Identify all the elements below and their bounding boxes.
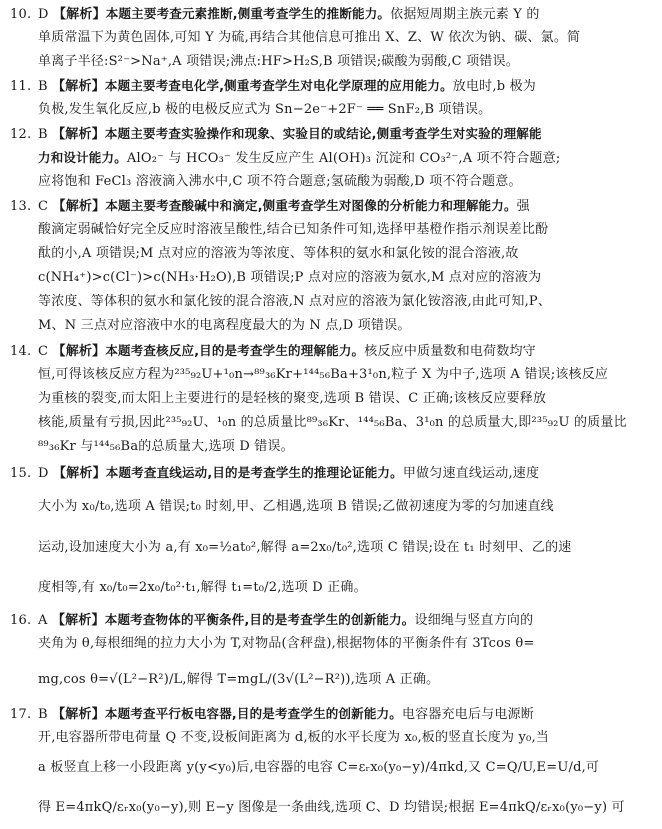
text-line: mg,cos θ=√(L²−R²)/L,解得 T=mgL/(3√(L²−R²)),选项 A 正确。 (38, 672, 440, 687)
text: 电容器充电后与电源断 (401, 707, 534, 722)
lead-sentence: 本题主要考查元素推断,侧重考查学生的推断能力。 (105, 6, 391, 21)
answer-letter: B (38, 79, 48, 94)
text-line: 应将饱和 FeCl₃ 溶液滴入沸水中,C 项不符合题意;氢硫酸为弱酸,D 项不符合题意。 (38, 174, 522, 189)
lead-sentence: 本题考查物体的平衡条件,目的是考查学生的创新能力。 (104, 612, 415, 627)
text: 甲做匀速直线运动,速度 (402, 466, 540, 481)
analysis-tag: 【解析】 (52, 466, 106, 481)
question-number: 10. (10, 7, 32, 22)
answer-letter: C (38, 199, 49, 214)
text-line: M、N 三点对应溶液中水的电离程度最大的为 N 点,D 项错误。 (38, 318, 411, 333)
text: 设细绳与竖直方向的 (414, 613, 534, 628)
text-line: ⁸⁹₃₆Kr 与¹⁴⁴₅₆Ba的总质量大,选项 D 错误。 (38, 439, 294, 454)
text-line: 大小为 x₀/t₀,选项 A 错误;t₀ 时刻,甲、乙相遇,选项 B 错误;乙做初速度为零的匀加速直线 (38, 499, 554, 514)
text-line: 酞的小,A 项错误;M 点对应的溶液为等浓度、等体积的氨水和氯化铵的混合溶液,故 (38, 246, 519, 261)
text: AlO₂⁻ 与 HCO₃⁻ 发生反应产生 Al(OH)₃ 沉淀和 CO₃²⁻,A 项不符合题意; (126, 151, 561, 166)
text-line: 夹角为 θ,每根细绳的拉力大小为 T,对物品(含秤盘),根据物体的平衡条件有 3Tcos θ= (38, 636, 535, 651)
question-number: 14. (10, 344, 32, 359)
answer-letter: B (38, 707, 48, 722)
text-line: 核能,质量有亏损,因此²³⁵₉₂U、¹₀n 的总质量比⁸⁹₃₆Kr、¹⁴⁴₅₆Ba、3¹₀n 的总质量大,即²³⁵₉₂U 的质量比 (38, 415, 627, 430)
question-number: 17. (10, 707, 32, 722)
text-line: 为重核的裂变,而太阳上主要进行的是轻核的聚变,选项 B 错误、C 正确;该核反应要释放 (38, 391, 547, 406)
text: 核反应中质量数和电荷数均守 (364, 344, 536, 359)
analysis-tag: 【解析】 (52, 199, 106, 214)
lead-sentence: 本题考查直线运动,目的是考查学生的推理论证能力。 (105, 465, 403, 480)
analysis-tag: 【解析】 (52, 707, 105, 722)
lead-sentence: 本题主要考查电化学,侧重考查学生对电化学原理的应用能力。 (104, 78, 453, 93)
question-number: 12. (10, 127, 32, 142)
text-line: c(NH₄⁺)>c(Cl⁻)>c(NH₃·H₂O),B 项错误;P 点对应的溶液为氨水,M 点对应的溶液为 (38, 270, 542, 285)
answer-letter: D (38, 7, 49, 22)
answer-letter: C (38, 344, 49, 359)
text-line: 单离子半径:S²⁻>Na⁺,A 项错误;沸点:HF>H₂S,B 项错误;碳酸为弱酸,C 项错误。 (38, 54, 519, 69)
question-number: 16. (10, 613, 32, 628)
analysis-tag: 【解析】 (52, 344, 106, 359)
text-line: 开,电容器所带电荷量 Q 不变,设板间距离为 d,板的水平长度为 x₀,板的竖直长度为 y₀,当 (38, 730, 550, 745)
analysis-tag: 【解析】 (51, 613, 105, 628)
answer-letter: B (38, 127, 48, 142)
text-line: 运动,设加速度大小为 a,有 x₀=½at₀²,解得 a=2x₀/t₀²,选项 C 错误;设在 t₁ 时刻甲、乙的速 (38, 540, 572, 555)
lead-sentence: 力和设计能力。 (38, 150, 127, 165)
text-line: 酸滴定弱碱恰好完全反应时溶液呈酸性,结合已知条件可知,选择甲基橙作指示剂误差比酚 (38, 222, 549, 237)
lead-sentence: 本题主要考查酸碱中和滴定,侧重考查学生对图像的分析能力和理解能力。 (105, 198, 517, 213)
analysis-tag: 【解析】 (52, 79, 105, 94)
lead-sentence: 本题主要考查实验操作和现象、实验目的或结论,侧重考查学生对实验的理解能 (104, 126, 542, 141)
question-number: 11. (10, 79, 32, 94)
text-line: 单质常温下为黄色固体,可知 Y 为硫,再结合其他信息可推出 X、Z、W 依次为钠、碳、氯。简 (38, 30, 581, 45)
text-line: 得 E=4πkQ/εᵣx₀(y₀−y),则 E−y 图像是一条曲线,选项 C、D 均错误;根据 E=4πkQ/εᵣx₀(y₀−y) 可 (38, 800, 625, 815)
analysis-tag: 【解析】 (52, 7, 106, 22)
text: 强 (516, 199, 530, 214)
analysis-tag: 【解析】 (52, 127, 105, 142)
question-number: 13. (10, 199, 32, 214)
question-number: 15. (10, 466, 32, 481)
text-line: 等浓度、等体积的氨水和氯化铵的混合溶液,N 点对应的溶液为氯化铵溶液,由此可知,P、 (38, 294, 552, 309)
lead-sentence: 本题考查核反应,目的是考查学生的理解能力。 (105, 343, 365, 358)
text: 放电时,b 极为 (452, 79, 536, 94)
text: 依据短周期主族元素 Y 的 (390, 7, 540, 22)
lead-sentence: 本题考查平行板电容器,目的是考查学生的创新能力。 (104, 706, 402, 721)
text-line: 度相等,有 x₀/t₀=2x₀/t₀²·t₁,解得 t₁=t₀/2,选项 D 正确。 (38, 580, 367, 595)
answer-letter: A (38, 613, 48, 628)
text-line: 恒,可得该核反应方程为²³⁵₉₂U+¹₀n→⁸⁹₃₆Kr+¹⁴⁴₅₆Ba+3¹₀n,粒子 X 为中子,选项 A 错误;该核反应 (38, 367, 609, 382)
text-line: a 板竖直上移一小段距离 y(y<y₀)后,电容器的电容 C=εᵣx₀(y₀−y)/4πkd,又 C=Q/U,E=U/d,可 (38, 760, 600, 775)
text-line: 负极,发生氧化反应,b 极的电极反应式为 Sn−2e⁻+2F⁻ ══ SnF₂,B 项错误。 (38, 102, 492, 117)
answer-letter: D (38, 466, 49, 481)
